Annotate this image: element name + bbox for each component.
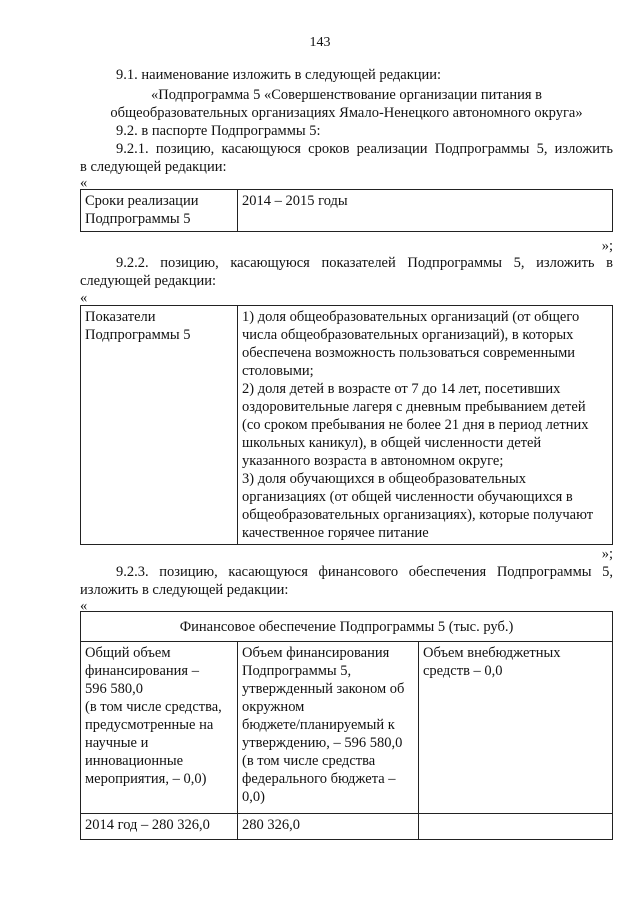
financing-total-line: (в том числе средства, xyxy=(85,699,222,715)
financing-budget-line: бюджете/планируемый к xyxy=(242,717,395,733)
indicators-table xyxy=(80,305,613,545)
financing-budget-line: федерального бюджета – xyxy=(242,771,396,787)
terms-label-line: Сроки реализации xyxy=(85,193,199,209)
financing-total-cell xyxy=(81,642,238,814)
indicator-line: оздоровительные лагеря с дневным пребыванием детей xyxy=(242,399,586,415)
terms-label-line: Подпрограммы 5 xyxy=(85,211,191,227)
paragraph-9-2: 9.2. в паспорте Подпрограммы 5: xyxy=(116,123,321,139)
financing-year-value-cell: 280 326,0 xyxy=(238,814,419,840)
paragraph-9-1: 9.1. наименование изложить в следующей редакции: xyxy=(116,67,442,83)
paragraph-9-2-2-line-2: следующей редакции: xyxy=(80,273,217,289)
financing-extrabudget-line: средств – 0,0 xyxy=(423,663,503,679)
terms-label-cell xyxy=(81,190,238,232)
financing-year-cell: 2014 год – 280 326,0 xyxy=(81,814,238,840)
closing-quote: »; xyxy=(601,238,613,254)
opening-quote: « xyxy=(80,290,88,306)
indicator-line: 1) доля общеобразовательных организаций (от общего xyxy=(242,309,580,325)
financing-total-line: мероприятия, – 0,0) xyxy=(85,771,207,787)
closing-quote: »; xyxy=(601,546,613,562)
opening-quote: « xyxy=(80,175,88,191)
financing-budget-line: утвержденный законом об xyxy=(242,681,405,697)
indicators-label-cell xyxy=(81,306,238,545)
financing-budget-line: 0,0) xyxy=(242,789,265,805)
financing-total-line: научные и xyxy=(85,735,149,751)
financing-total-line: предусмотренные на xyxy=(85,717,214,733)
financing-total-line: инновационные xyxy=(85,753,184,769)
indicator-line: школьных каникул), в общей численности детей xyxy=(242,435,542,451)
indicator-line: столовыми; xyxy=(242,363,314,379)
indicator-line: 2) доля детей в возрасте от 7 до 14 лет, посетивших xyxy=(242,381,561,397)
paragraph-9-2-1-line-1: 9.2.1. позицию, касающуюся сроков реализации Подпрограммы 5, изложить xyxy=(116,141,613,157)
subprogram-title-line-1: «Подпрограмма 5 «Совершенствование организации питания в xyxy=(150,87,543,103)
financing-year-extra-cell xyxy=(419,814,613,840)
paragraph-9-2-2-line-1: 9.2.2. позицию, касающуюся показателей Подпрограммы 5, изложить в xyxy=(116,255,613,271)
financing-budget-line: утверждению, – 596 580,0 xyxy=(242,735,403,751)
indicators-label-line: Показатели xyxy=(85,309,156,325)
financing-total-line: Общий объем xyxy=(85,645,171,661)
subprogram-title-line-2: общеобразовательных организациях Ямало-Ненецкого автономного округа» xyxy=(110,105,583,121)
indicator-line: 3) доля обучающихся в общеобразовательных xyxy=(242,471,527,487)
terms-table xyxy=(80,189,613,232)
financing-table xyxy=(80,611,613,840)
financing-total-line: 596 580,0 xyxy=(85,681,143,697)
financing-budget-line: Подпрограммы 5, xyxy=(242,663,352,679)
paragraph-9-2-3-line-1: 9.2.3. позицию, касающуюся финансового обеспечения Подпрограммы 5, xyxy=(116,564,613,580)
financing-extrabudget-line: Объем внебюджетных xyxy=(423,645,561,661)
financing-budget-cell xyxy=(238,642,419,814)
financing-extrabudget-cell xyxy=(419,642,613,814)
indicator-line: общеобразовательных организациях), которые получают xyxy=(242,507,594,523)
financing-header: Финансовое обеспечение Подпрограммы 5 (тыс. руб.) xyxy=(81,612,613,642)
opening-quote: « xyxy=(80,598,88,614)
indicators-value-cell xyxy=(238,306,613,545)
financing-budget-line: окружном xyxy=(242,699,305,715)
indicators-label-line: Подпрограммы 5 xyxy=(85,327,191,343)
financing-budget-line: (в том числе средства xyxy=(242,753,376,769)
indicator-line: организациях (от общей численности обучающихся в xyxy=(242,489,573,505)
indicator-line: качественное горячее питание xyxy=(242,525,429,541)
paragraph-9-2-1-line-2: в следующей редакции: xyxy=(80,159,227,175)
indicator-line: указанного возраста в автономном округе; xyxy=(242,453,504,469)
financing-total-line: финансирования – xyxy=(85,663,199,679)
financing-budget-line: Объем финансирования xyxy=(242,645,390,661)
indicator-line: (со сроком пребывания не более 21 дня в период летних xyxy=(242,417,589,433)
paragraph-9-2-3-line-2: изложить в следующей редакции: xyxy=(80,582,289,598)
page-number: 143 xyxy=(309,35,331,50)
indicator-line: обеспечена возможность пользоваться современными xyxy=(242,345,576,361)
indicator-line: числа общеобразовательных организаций), в которых xyxy=(242,327,574,343)
terms-value-cell: 2014 – 2015 годы xyxy=(238,190,613,232)
